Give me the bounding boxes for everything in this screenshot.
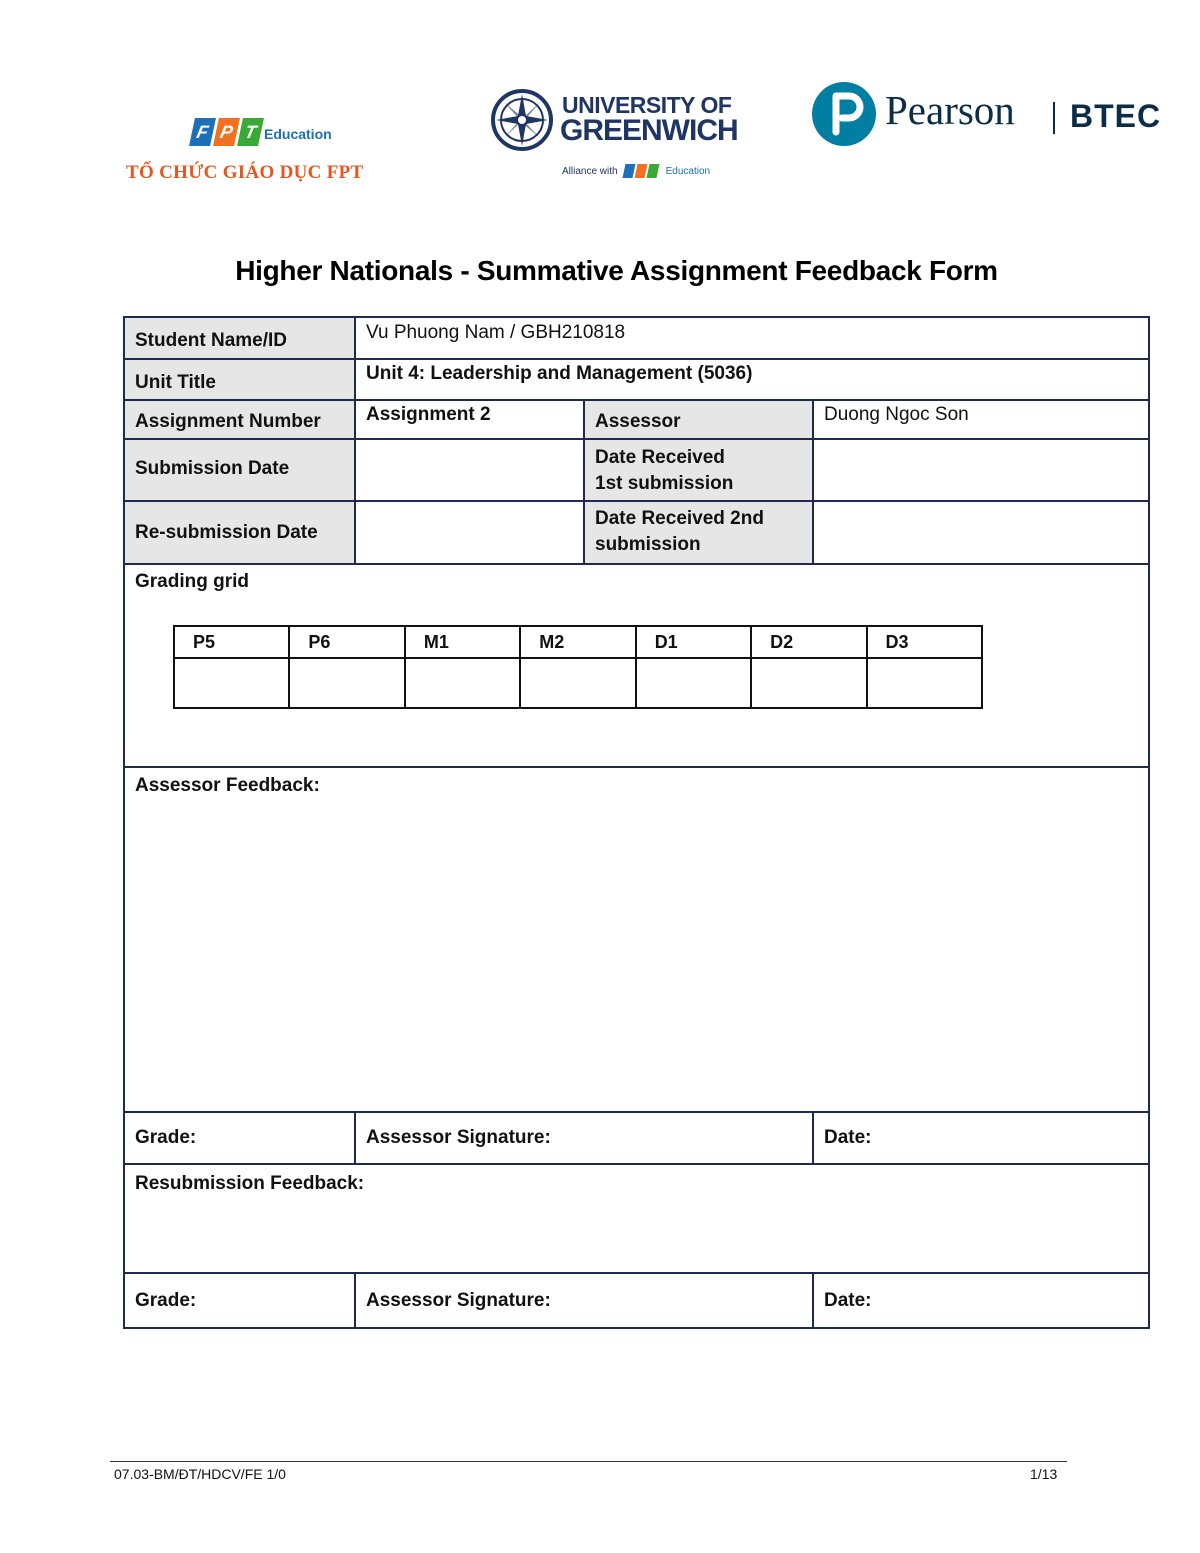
resubmission-feedback-area[interactable] — [125, 1165, 1150, 1274]
grading-grid-table — [173, 625, 983, 709]
grade-header-m1: M1 — [405, 626, 520, 658]
grade-cell-d3[interactable] — [867, 658, 982, 708]
grade-cell-d1[interactable] — [636, 658, 751, 708]
alliance-text: Alliance with — [562, 165, 618, 177]
resubmission-feedback-label: Resubmission Feedback: — [135, 1173, 365, 1194]
fpt-letter-blocks — [192, 118, 264, 146]
logo-divider — [1053, 102, 1055, 134]
grade-cell-m1[interactable] — [405, 658, 520, 708]
resubmission-date-field[interactable] — [356, 502, 585, 565]
page-title: Higher Nationals - Summative Assignment Feedback Form — [235, 255, 998, 286]
pearson-wordmark: Pearson — [885, 87, 1015, 133]
assessor-feedback-label: Assessor Feedback: — [135, 775, 320, 796]
date-received-2nd-label: Date Received 2nd submission — [585, 502, 814, 565]
grading-grid-label: Grading grid — [135, 571, 249, 592]
resub-date-label: Date: — [824, 1290, 872, 1311]
assignment-number-value[interactable]: Assignment 2 — [356, 401, 585, 440]
footer-divider — [110, 1461, 1067, 1462]
unit-title-value[interactable]: Unit 4: Leadership and Management (5036) — [356, 360, 1150, 401]
btec-wordmark: BTEC — [1070, 98, 1162, 134]
student-name-value[interactable]: Vu Phuong Nam / GBH210818 — [356, 318, 1150, 360]
fpt-education-logo — [126, 112, 396, 192]
assignment-number-label: Assignment Number — [125, 401, 356, 440]
assessor-signature-label: Assessor Signature: — [356, 1113, 814, 1165]
grade-header-m2: M2 — [520, 626, 635, 658]
fpt-education-text: Education — [264, 126, 332, 142]
feedback-form — [123, 316, 1150, 1329]
grade-cell-p5[interactable] — [174, 658, 289, 708]
fpt-letter-p: P — [213, 118, 240, 146]
student-name-label: Student Name/ID — [125, 318, 356, 360]
grade-header-d2: D2 — [751, 626, 866, 658]
grade-header-d3: D3 — [867, 626, 982, 658]
grade-cell-p6[interactable] — [289, 658, 404, 708]
date-received-1st-label: Date Received 1st submission — [585, 440, 814, 502]
footer-doc-code: 07.03-BM/ĐT/HDCV/FE 1/0 — [114, 1466, 286, 1482]
compass-emblem-icon — [490, 88, 554, 152]
grade-header-p6: P6 — [289, 626, 404, 658]
greenwich-line2: GREENWICH — [560, 114, 738, 147]
resubmission-date-label: Re-submission Date — [125, 502, 356, 565]
greenwich-logo — [490, 84, 738, 184]
fpt-org-name: TỔ CHỨC GIÁO DỤC FPT — [126, 162, 364, 183]
resub-grade-label: Grade: — [125, 1274, 356, 1329]
grade-cell-m2[interactable] — [520, 658, 635, 708]
footer-page-number: 1/13 — [1030, 1466, 1058, 1482]
greenwich-alliance — [562, 164, 710, 178]
pearson-p-icon — [812, 82, 876, 146]
fpt-letter-f: F — [189, 118, 216, 146]
assessor-label: Assessor — [585, 401, 814, 440]
submission-date-label: Submission Date — [125, 440, 356, 502]
grade-cell-d2[interactable] — [751, 658, 866, 708]
resub-assessor-signature-label: Assessor Signature: — [356, 1274, 814, 1329]
grade-header-p5: P5 — [174, 626, 289, 658]
fpt-mini-blocks — [624, 164, 660, 178]
alliance-education-text: Education — [665, 165, 711, 177]
date-label: Date: — [814, 1113, 1150, 1165]
assessor-value[interactable]: Duong Ngoc Son — [814, 401, 1150, 440]
pearson-btec-logo — [812, 82, 1162, 152]
assessor-feedback-area[interactable] — [125, 768, 1150, 1113]
date-received-1st-field[interactable] — [814, 440, 1150, 502]
submission-date-field[interactable] — [356, 440, 585, 502]
unit-title-label: Unit Title — [125, 360, 356, 401]
date-received-2nd-field[interactable] — [814, 502, 1150, 565]
fpt-letter-t: T — [237, 118, 264, 146]
grade-header-d1: D1 — [636, 626, 751, 658]
greenwich-line1: UNIVERSITY OF — [562, 92, 732, 118]
grade-label: Grade: — [125, 1113, 356, 1165]
